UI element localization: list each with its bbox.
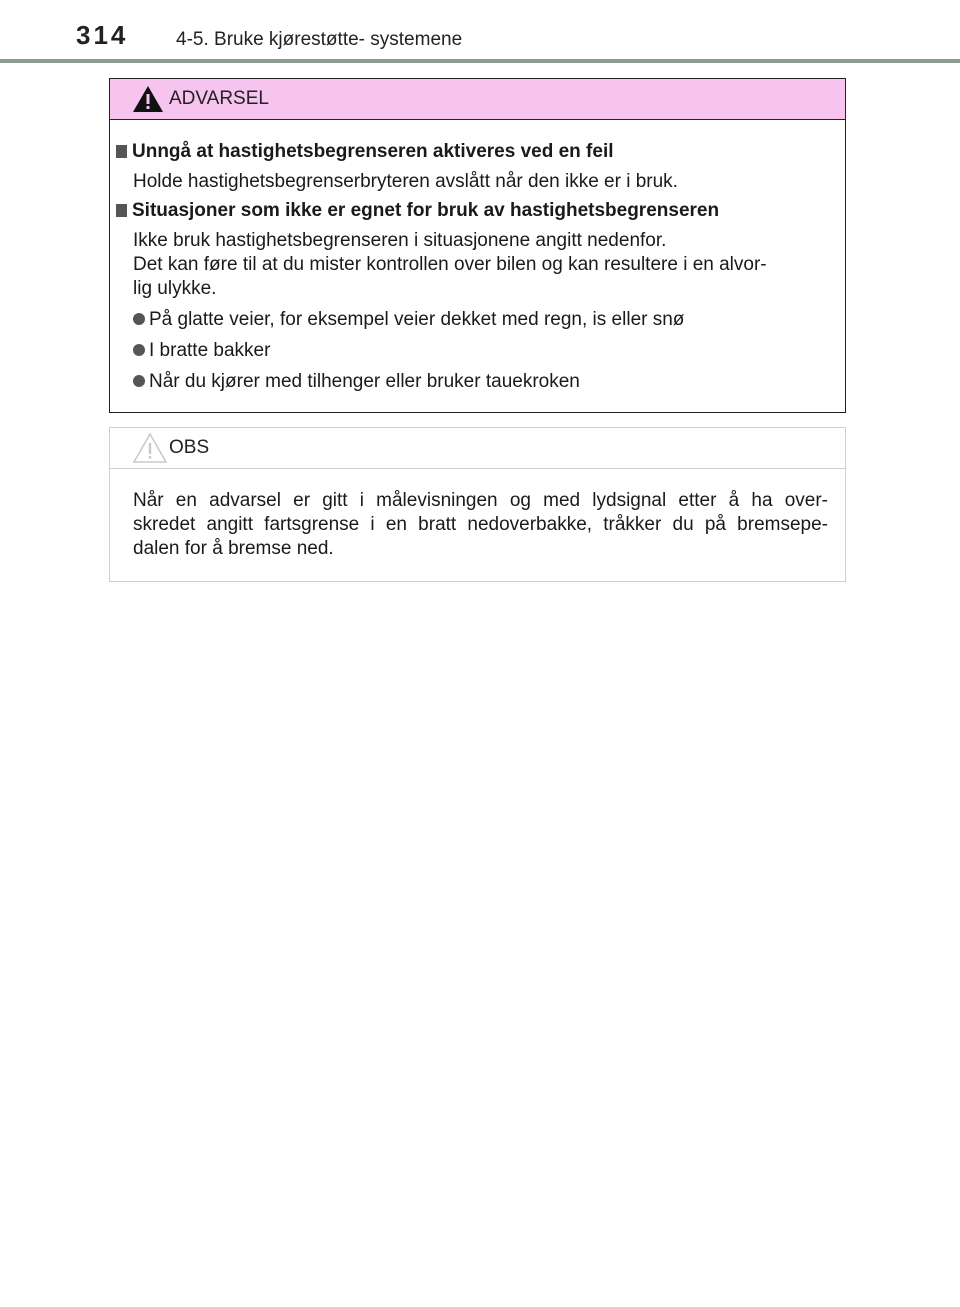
note-text-line-1: Når en advarsel er gitt i målevisningen og med lydsignal etter å ha over- — [133, 490, 828, 511]
header-rule — [0, 59, 960, 63]
warning-text-2-line-3: lig ulykke. — [133, 278, 217, 299]
warning-heading-2: Situasjoner som ikke er egnet for bruk av hastighetsbegrenseren — [116, 199, 719, 223]
note-text-line-2: skredet angitt fartsgrense i en bratt nedoverbakke, tråkker du på bremsepe- — [133, 514, 828, 535]
page-header — [0, 0, 960, 64]
note-label: OBS — [169, 437, 210, 458]
warning-label: ADVARSEL — [169, 88, 269, 109]
square-bullet-icon — [116, 145, 127, 158]
warning-text-2-line-1: Ikke bruk hastighetsbegrenseren i situasjonene angitt nedenfor. — [133, 230, 667, 251]
warning-text-2-line-2: Det kan føre til at du mister kontrollen over bilen og kan resultere i en alvor- — [133, 254, 767, 275]
note-box — [109, 427, 846, 582]
round-bullet-icon — [133, 375, 145, 387]
round-bullet-icon — [133, 344, 145, 356]
caution-outline-triangle-icon — [132, 432, 168, 464]
bullet-item: På glatte veier, for eksempel veier dekket med regn, is eller snø — [133, 308, 684, 332]
warning-box — [109, 78, 846, 413]
note-text-line-3: dalen for å bremse ned. — [133, 538, 334, 559]
warning-heading-1: Unngå at hastighetsbegrenseren aktiveres ved en feil — [116, 140, 614, 164]
chapter-title: 4-5. Bruke kjørestøtte- systemene — [176, 29, 463, 50]
warning-header — [110, 79, 845, 120]
page-number: 314 — [76, 20, 129, 50]
square-bullet-icon — [116, 204, 127, 217]
warning-text-1: Holde hastighetsbegrenserbryteren avslått når den ikke er i bruk. — [133, 171, 678, 192]
round-bullet-icon — [133, 313, 145, 325]
note-header — [110, 428, 845, 469]
warning-triangle-icon — [132, 85, 164, 113]
bullet-item: I bratte bakker — [133, 339, 270, 363]
bullet-item: Når du kjører med tilhenger eller bruker tauekroken — [133, 370, 580, 394]
